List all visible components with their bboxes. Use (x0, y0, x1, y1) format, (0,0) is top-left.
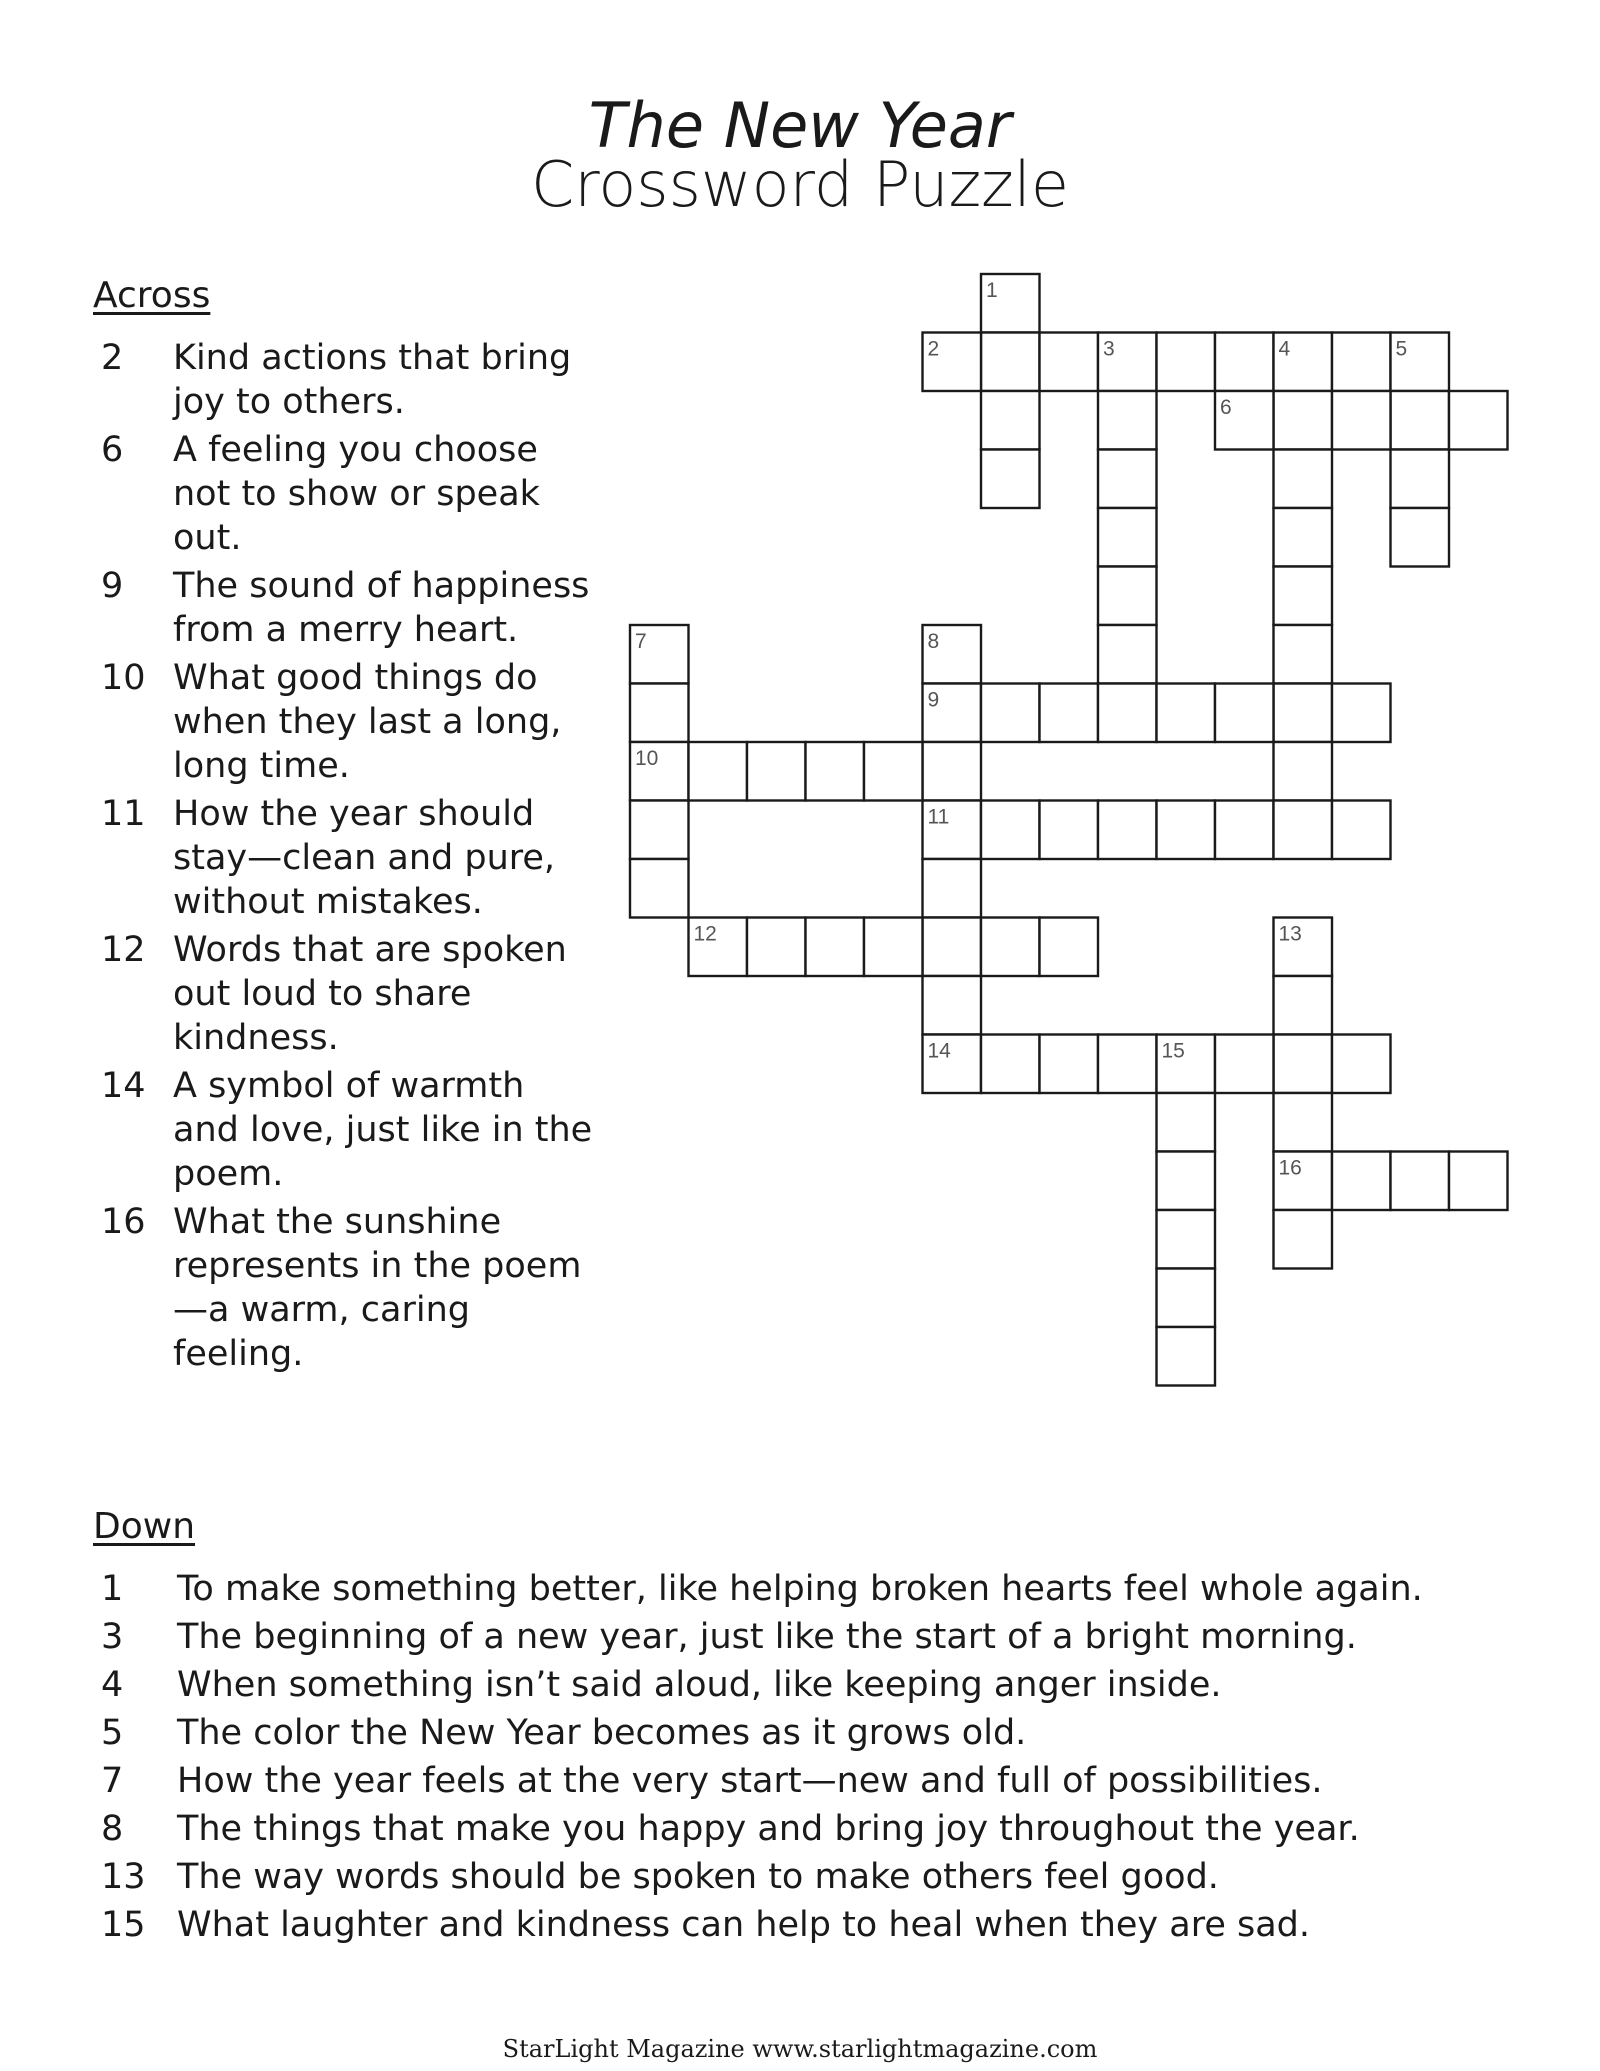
grid-cell[interactable] (864, 918, 923, 977)
grid-cell[interactable] (981, 801, 1040, 860)
grid-cell[interactable] (1274, 1035, 1333, 1094)
page-title-line-1: The New Year (588, 89, 1012, 162)
clue-number: 14 (101, 1066, 146, 1106)
clue-down-1 (93, 1565, 1563, 1613)
grid-cell[interactable] (1040, 918, 1099, 977)
clue-text: Kind actions that bring joy to others. (173, 338, 572, 422)
clue-down-8 (93, 1805, 1563, 1853)
grid-cell[interactable] (981, 1035, 1040, 1094)
grid-cell[interactable] (806, 918, 865, 977)
clue-number: 12 (101, 930, 146, 970)
clue-across-11 (93, 792, 593, 924)
clue-text: The way words should be spoken to make others feel good. (177, 1857, 1219, 1897)
grid-cell[interactable] (1274, 450, 1333, 509)
grid-cell[interactable] (864, 742, 923, 801)
clue-text: The color the New Year becomes as it grows old. (177, 1713, 1027, 1753)
clue-number: 8 (101, 1809, 124, 1849)
grid-cell[interactable] (923, 859, 982, 918)
clue-text: The beginning of a new year, just like the start of a bright morning. (177, 1617, 1357, 1657)
clue-down-15 (93, 1901, 1563, 1949)
clue-text: What good things do when they last a long, long time. (173, 658, 562, 786)
clue-down-7 (93, 1757, 1563, 1805)
grid-cell[interactable] (1274, 742, 1333, 801)
grid-cell[interactable] (981, 684, 1040, 743)
grid-cell[interactable] (981, 450, 1040, 509)
clue-text: The things that make you happy and bring joy throughout the year. (177, 1809, 1360, 1849)
grid-cell-number: 9 (927, 688, 940, 712)
grid-cell[interactable] (1157, 1152, 1216, 1211)
grid-cell[interactable] (1215, 1035, 1274, 1094)
grid-cell[interactable] (1391, 333, 1450, 392)
grid-cell[interactable] (1391, 391, 1450, 450)
grid-cell[interactable] (923, 918, 982, 977)
grid-cell[interactable] (981, 274, 1040, 333)
clue-number: 16 (101, 1202, 146, 1242)
grid-cell-number: 16 (1278, 1156, 1302, 1180)
grid-cell[interactable] (1098, 450, 1157, 509)
grid-cell-number: 7 (635, 630, 647, 653)
grid-cell[interactable] (1332, 1152, 1391, 1211)
clue-text: How the year should stay—clean and pure, without mistakes. (173, 794, 556, 922)
grid-cell[interactable] (1449, 391, 1508, 450)
clue-text: A feeling you choose not to show or speak out. (173, 430, 540, 558)
grid-cell[interactable] (630, 684, 689, 743)
grid-cell-number: 12 (693, 922, 717, 946)
grid-cell-number: 3 (1103, 337, 1115, 361)
clue-number: 1 (101, 1569, 124, 1609)
grid-cell[interactable] (1157, 684, 1216, 743)
grid-cell[interactable] (1449, 1152, 1508, 1211)
grid-cell[interactable] (1157, 1269, 1216, 1328)
grid-cell-number: 11 (927, 805, 950, 829)
grid-cell[interactable] (981, 391, 1040, 450)
grid-cell[interactable] (1332, 684, 1391, 743)
grid-cell-number: 2 (927, 337, 940, 361)
grid-cell[interactable] (1157, 1210, 1216, 1269)
grid-cell[interactable] (1098, 625, 1157, 684)
clue-number: 2 (101, 338, 124, 378)
grid-cell[interactable] (1098, 508, 1157, 567)
grid-cell[interactable] (630, 859, 689, 918)
grid-cell[interactable] (1274, 1210, 1333, 1269)
grid-cell-number: 8 (927, 630, 940, 653)
page-title-line-2: Crossword Puzzle (530, 148, 1070, 221)
grid-cell[interactable] (923, 1035, 982, 1094)
grid-cell[interactable] (747, 742, 806, 801)
grid-cell-number: 4 (1278, 337, 1291, 361)
clue-across-6 (93, 428, 593, 560)
grid-cell[interactable] (1098, 391, 1157, 450)
grid-cell[interactable] (1157, 333, 1216, 392)
grid-cell[interactable] (923, 684, 982, 743)
grid-cell[interactable] (1274, 976, 1333, 1035)
grid-cell[interactable] (689, 742, 748, 801)
clue-number: 3 (101, 1617, 124, 1657)
grid-cell[interactable] (1332, 801, 1391, 860)
grid-cell[interactable] (1157, 1035, 1216, 1094)
grid-cell[interactable] (923, 976, 982, 1035)
grid-cell[interactable] (1332, 333, 1391, 392)
clue-number: 13 (101, 1857, 146, 1897)
clue-number: 9 (101, 566, 124, 606)
clue-number: 10 (101, 658, 146, 698)
grid-cell[interactable] (1391, 508, 1450, 567)
grid-cell[interactable] (1098, 333, 1157, 392)
across-clue-list (93, 336, 593, 1380)
grid-cell[interactable] (1274, 1152, 1333, 1211)
grid-cell[interactable] (1274, 508, 1333, 567)
down-clue-list (93, 1565, 1563, 1949)
grid-cell[interactable] (1274, 1093, 1333, 1152)
grid-cell[interactable] (981, 333, 1040, 392)
grid-cell[interactable] (1040, 1035, 1099, 1094)
grid-cell-number: 13 (1278, 922, 1302, 946)
clue-across-12 (93, 928, 593, 1060)
clue-number: 7 (101, 1761, 124, 1801)
clue-text: The sound of happiness from a merry heart. (173, 566, 590, 650)
clue-down-3 (93, 1613, 1563, 1661)
grid-cell-number: 1 (986, 279, 998, 302)
grid-cell[interactable] (1098, 684, 1157, 743)
grid-cell[interactable] (1274, 391, 1333, 450)
grid-cell[interactable] (630, 801, 689, 860)
grid-cell[interactable] (1274, 567, 1333, 626)
grid-cell[interactable] (1274, 684, 1333, 743)
grid-cell[interactable] (1274, 333, 1333, 392)
grid-cell[interactable] (1040, 333, 1099, 392)
grid-cell-number: 15 (1161, 1039, 1185, 1063)
grid-cell[interactable] (1040, 801, 1099, 860)
clue-down-4 (93, 1661, 1563, 1709)
clue-across-9 (93, 564, 593, 652)
clue-number: 15 (101, 1905, 146, 1945)
grid-cell[interactable] (1098, 1035, 1157, 1094)
grid-cell-number: 6 (1220, 396, 1232, 419)
grid-cell[interactable] (923, 333, 982, 392)
grid-cell-number: 10 (635, 747, 659, 770)
clue-across-16 (93, 1200, 593, 1376)
grid-cell[interactable] (689, 918, 748, 977)
grid-cell-number: 14 (927, 1039, 951, 1063)
grid-cell[interactable] (1157, 1327, 1216, 1386)
grid-cell[interactable] (1274, 625, 1333, 684)
grid-cell[interactable] (923, 625, 982, 684)
grid-cell[interactable] (981, 918, 1040, 977)
grid-cell[interactable] (1157, 1093, 1216, 1152)
grid-cell[interactable] (1040, 684, 1099, 743)
grid-cell[interactable] (1157, 801, 1216, 860)
grid-cell[interactable] (1332, 391, 1391, 450)
grid-cell[interactable] (923, 742, 982, 801)
grid-cell[interactable] (1215, 684, 1274, 743)
grid-cell[interactable] (630, 742, 689, 801)
across-heading: Across (93, 275, 211, 316)
clue-number: 6 (101, 430, 124, 470)
clue-number: 4 (101, 1665, 124, 1705)
clue-across-2 (93, 336, 593, 424)
grid-cell[interactable] (747, 918, 806, 977)
clue-number: 11 (101, 794, 146, 834)
grid-cell[interactable] (1215, 333, 1274, 392)
clue-text: When something isn’t said aloud, like keeping anger inside. (177, 1665, 1222, 1705)
clue-across-10 (93, 656, 593, 788)
clue-text: How the year feels at the very start—new and full of possibilities. (177, 1761, 1323, 1801)
clue-text: What laughter and kindness can help to heal when they are sad. (177, 1905, 1311, 1945)
clue-down-5 (93, 1709, 1563, 1757)
grid-cell[interactable] (1332, 1035, 1391, 1094)
clue-text: What the sunshine represents in the poem—a warm, caring feeling. (173, 1202, 582, 1374)
down-heading: Down (93, 1506, 196, 1547)
clue-number: 5 (101, 1713, 124, 1753)
clue-text: Words that are spoken out loud to share kindness. (173, 930, 567, 1058)
clue-down-13 (93, 1853, 1563, 1901)
grid-cell[interactable] (923, 801, 982, 860)
grid-cell[interactable] (1215, 391, 1274, 450)
grid-cell[interactable] (1274, 918, 1333, 977)
clue-text: A symbol of warmth and love, just like in the poem. (173, 1066, 593, 1194)
grid-cell[interactable] (1274, 801, 1333, 860)
grid-cell[interactable] (1391, 450, 1450, 509)
clue-text: To make something better, like helping broken hearts feel whole again. (177, 1569, 1423, 1609)
clue-across-14 (93, 1064, 593, 1196)
grid-cell[interactable] (630, 625, 689, 684)
grid-cell[interactable] (1098, 801, 1157, 860)
grid-cell[interactable] (1098, 567, 1157, 626)
grid-cell[interactable] (1215, 801, 1274, 860)
grid-cell-number: 5 (1395, 337, 1408, 361)
footer-credit: StarLight Magazine www.starlightmagazine.com (502, 2035, 1098, 2063)
grid-cell[interactable] (1391, 1152, 1450, 1211)
grid-cell[interactable] (806, 742, 865, 801)
